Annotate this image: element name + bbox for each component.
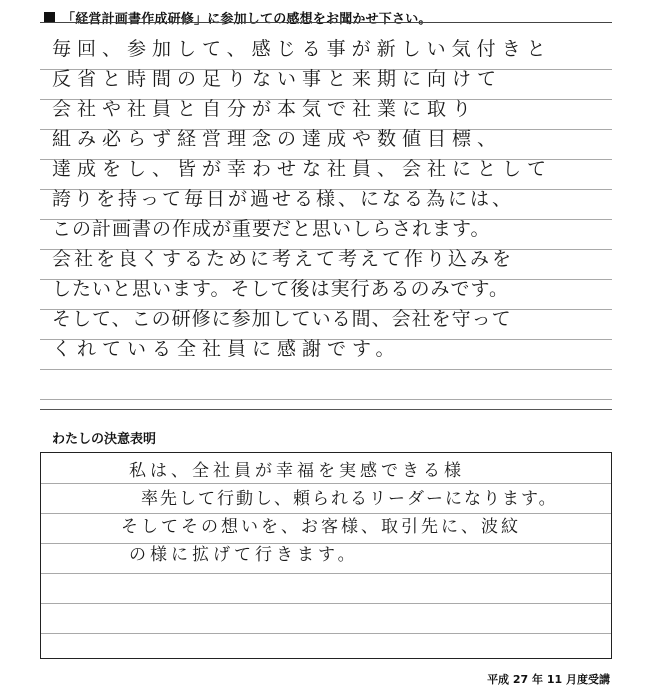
ruled-line [41, 633, 611, 634]
ruled-line [41, 513, 611, 514]
box-bottom-line [40, 409, 612, 410]
impression-line-1: 毎回、参加して、感じる事が新しい気付きと [52, 38, 552, 60]
impression-line-10: そして、この研修に参加している間、会社を守って [52, 308, 512, 330]
impression-line-4: 組み必らず経営理念の達成や数値目標、 [52, 128, 503, 150]
attendance-date: 平成 27 年 11 月度受講 [487, 673, 610, 686]
impression-line-11: くれている全社員に感謝です。 [52, 338, 401, 360]
ruled-line [41, 543, 611, 544]
declaration-title: わたしの決意表明 [52, 432, 157, 447]
impression-line-8: 会社を良くするために考えて考えて作り込みを [52, 248, 515, 270]
declaration-line-1: 私は、全社員が幸福を実感できる様 [129, 461, 465, 481]
declaration-line-3: そしてその想いを、お客様、取引先に、波紋 [121, 517, 521, 537]
ruled-line [40, 369, 612, 370]
ruled-line [41, 573, 611, 574]
impression-line-6: 誇りを持って毎日が過せる様、になる為には、 [52, 188, 515, 210]
impression-line-3: 会社や社員と自分が本気で社業に取り [52, 98, 478, 120]
question-text: 「経営計画書作成研修」に参加しての感想をお聞かせ下さい。 [62, 12, 432, 27]
ruled-line [41, 483, 611, 484]
declaration-box [40, 452, 612, 659]
impression-line-5: 達成をし、皆が幸わせな社員、会社にとして [52, 158, 553, 180]
declaration-line-2: 率先して行動し、頼られるリーダーになります。 [141, 489, 558, 509]
impression-line-9: したいと思います。そして後は実行あるのみです。 [52, 278, 509, 300]
impression-line-2: 反省と時間の足りない事と来期に向けて [52, 68, 503, 90]
impression-line-7: この計画書の作成が重要だと思いしらされます。 [52, 218, 491, 240]
declaration-line-4: の様に拡げて行きます。 [129, 545, 359, 565]
ruled-line [41, 603, 611, 604]
ruled-line [40, 399, 612, 400]
